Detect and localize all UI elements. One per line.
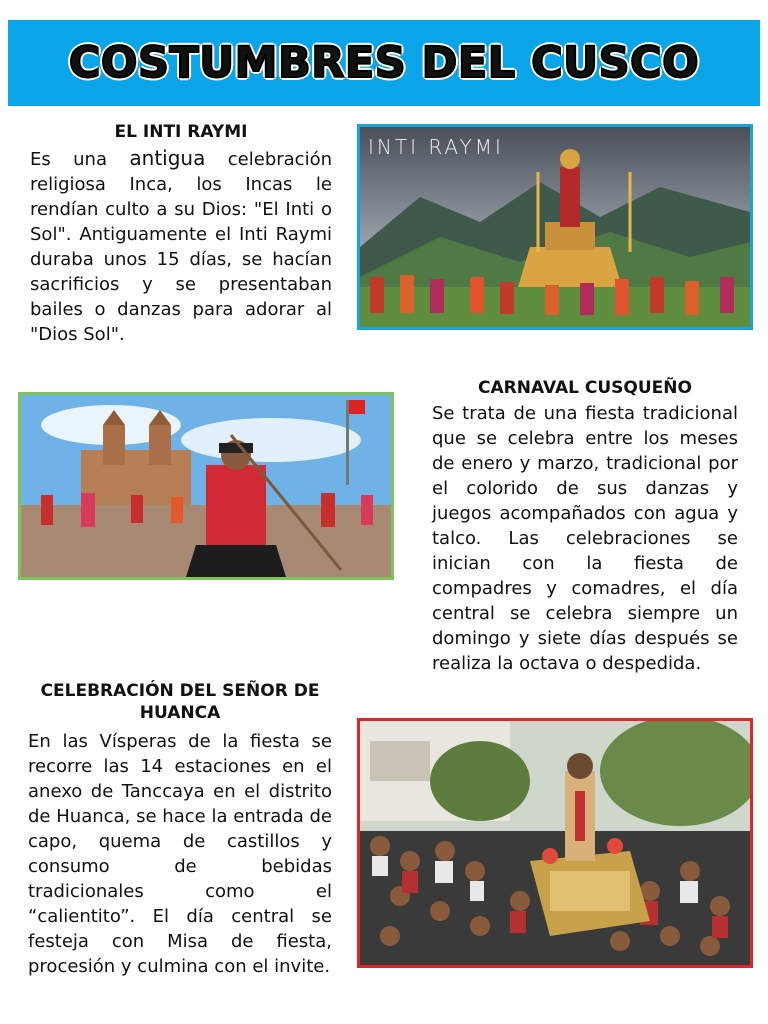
carnaval-photo xyxy=(18,392,394,580)
page-title: COSTUMBRES DEL CUSCO xyxy=(68,38,700,88)
huanca-illustration xyxy=(360,721,750,965)
huanca-photo xyxy=(357,718,753,968)
inti-raymi-text-lead: Es una xyxy=(30,149,130,170)
huanca-text: En las Vísperas de la fiesta se recorre las 14 estaciones en el anexo de Tanccaya en el distrito de Huanca, se hace la entrada de capo, quema de castillos y consumo de bebidas tradicionales como el “calientito”. El día central se festeja con Misa de fiesta, procesión y culmina con el invite. xyxy=(28,731,332,977)
inti-raymi-heading: EL INTI RAYMI xyxy=(114,122,248,142)
inti-raymi-text-rest: celebración religiosa Inca, los Incas le rendían culto a su Dios: "El Inti o Sol". Antiguamente el Inti Raymi duraba unos 15 días, se hacían sacrificios y se presentaban bailes o danzas para adorar al "Dios Sol". xyxy=(30,149,332,345)
carnaval-illustration xyxy=(21,395,391,577)
inti-raymi-text-emph: antigua xyxy=(129,146,206,170)
inti-raymi-photo-caption: INTI RAYMI xyxy=(368,135,504,159)
title-banner xyxy=(8,20,760,106)
carnaval-text: Se trata de una fiesta tradicional que se celebra entre los meses de enero y marzo, tradicional por el colorido de sus danzas y juegos acompañados con agua y talco. Las celebraciones se inician con la fiesta de compadres y comadres, el día central se celebra siempre un domingo y siete días después se realiza la octava o despedida. xyxy=(432,403,738,674)
carnaval-heading: CARNAVAL CUSQUEÑO xyxy=(478,378,692,398)
inti-raymi-photo xyxy=(357,124,753,330)
huanca-heading: CELEBRACIÓN DEL SEÑOR DE HUANCA xyxy=(40,681,320,723)
inti-raymi-text xyxy=(30,146,332,347)
